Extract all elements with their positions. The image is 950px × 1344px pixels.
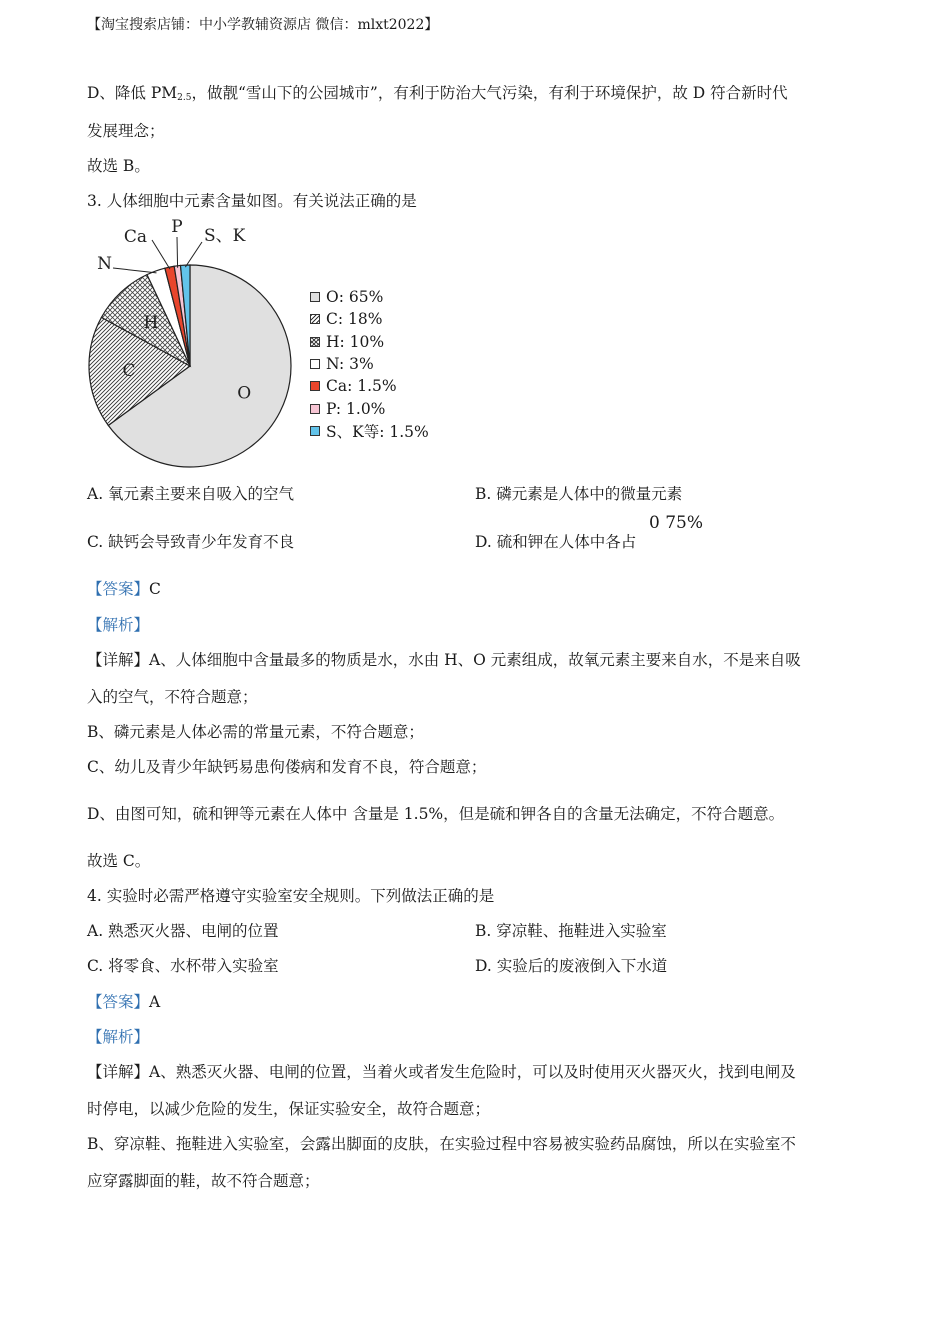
q3-answer-tag: 【答案】 [87,580,150,598]
legend-swatch [310,404,320,414]
q3-answer: C [149,580,161,598]
legend-swatch [310,381,320,391]
legend-swatch [310,314,320,324]
pie-legend [310,287,460,447]
q3-option-d: D. 硫和钾在人体中各占 [475,533,637,551]
q3-analysis-tag: 【解析】 [87,616,150,634]
legend-item [310,421,429,441]
q3-detail-a1: A、人体细胞中含量最多的物质是水，水由 H、O 元素组成，故氧元素主要来自水，不是来自吸 [149,651,801,669]
q3-detail-a-line2: 入的空气，不符合题意； [87,688,258,706]
legend-swatch [310,337,320,347]
q4-answer: A [149,993,161,1011]
q4-detail-b-line1: B、穿凉鞋、拖鞋进入实验室，会露出脚面的皮肤，在实验过程中容易被实验药品腐蚀，所以在实验室不 [87,1135,796,1153]
legend-swatch [310,426,320,436]
q4-question: 4. 实验时必需严格遵守实验室安全规则。下列做法正确的是 [87,887,495,905]
legend-label: O: 65% [326,288,384,306]
q3-option-a: A. 氧元素主要来自吸入的空气 [87,485,295,503]
q4-option-b: B. 穿凉鞋、拖鞋进入实验室 [475,922,667,940]
q2-d-prefix: D、降低 PM [87,84,178,102]
pie-label-O: O [237,383,252,404]
legend-label: H: 10% [326,332,385,351]
q4-option-d: D. 实验后的废液倒入下水道 [475,957,668,975]
legend-label: C: 18% [326,310,383,329]
q3-detail-c: C、幼儿及青少年缺钙易患佝偻病和发育不良，符合题意； [87,758,487,776]
q3-question: 3. 人体细胞中元素含量如图。有关说法正确的是 [87,192,417,210]
legend-item [310,376,397,396]
q3-detail-tag: 【详解】 [87,651,150,669]
pie-chart [80,215,320,475]
q4-detail-a-line2: 时停电，以减少危险的发生，保证实验安全，故符合题意； [87,1100,491,1118]
q4-detail-a-line1 [87,1060,796,1082]
q4-detail-tag: 【详解】 [87,1063,150,1081]
pie-callout-line-1 [113,268,156,273]
q4-option-a: A. 熟悉灭火器、电闸的位置 [87,922,279,940]
q4-detail-a1: A、熟悉灭火器、电闸的位置，当着火或者发生危险时，可以及时使用灭火器灭火，找到电闸及 [149,1063,796,1081]
pie-label-H: H [143,312,159,333]
pie-callout-label-1: N [97,254,112,274]
legend-swatch [310,359,320,369]
pie-callout-label-4: S、K [204,226,246,246]
pie-callout-label-3: P [171,217,183,237]
pie-callout-line-3 [177,237,178,268]
pie-callout-label-2: Ca [123,227,147,247]
q3-choose: 故选 C。 [87,852,151,870]
q3-detail-a-line1 [87,648,801,670]
pie-callout-line-2 [152,240,170,269]
legend-label: P: 1.0% [326,399,386,418]
legend-item [310,399,385,419]
q4-option-c: C. 将零食、水杯带入实验室 [87,957,279,975]
legend-swatch [310,292,320,302]
pie-callout-line-4 [185,242,202,267]
pie-label-C: C [122,360,136,381]
legend-label: S、K等: 1.5% [326,422,429,441]
q4-analysis-tag: 【解析】 [87,1028,150,1046]
legend-item [310,354,374,374]
legend-item [310,332,384,352]
legend-label: N: 3% [326,354,374,373]
q4-answer-tag: 【答案】 [87,993,150,1011]
q3-option-d-value: 0 75% [649,513,704,533]
legend-item [310,309,382,329]
q2-choose: 故选 B。 [87,157,150,175]
q2-d-rest: ，做靓“雪山下的公园城市”，有利于防治大气污染，有利于环境保护，故 D 符合新时代 [191,84,788,102]
q2-option-d-explanation [87,81,788,103]
shop-header: 【淘宝搜索店铺：中小学教辅资源店 微信：mlxt2022】 [87,17,439,33]
legend-item [310,287,383,307]
q2-d-line2: 发展理念； [87,122,165,140]
q4-detail-b-line2: 应穿露脚面的鞋，故不符合题意； [87,1172,320,1190]
q2-d-subscript: 2.5 [177,93,192,103]
q3-detail-b: B、磷元素是人体必需的常量元素，不符合题意； [87,723,424,741]
q3-option-c: C. 缺钙会导致青少年发育不良 [87,533,295,551]
q3-detail-d: D、由图可知，硫和钾等元素在人体中 含量是 1.5%，但是硫和钾各自的含量无法确定，不符合题意。 [87,805,785,823]
legend-label: Ca: 1.5% [326,377,397,396]
q4-answer-line [87,990,160,1012]
q3-option-b: B. 磷元素是人体中的微量元素 [475,485,683,503]
q3-answer-line [87,577,161,599]
